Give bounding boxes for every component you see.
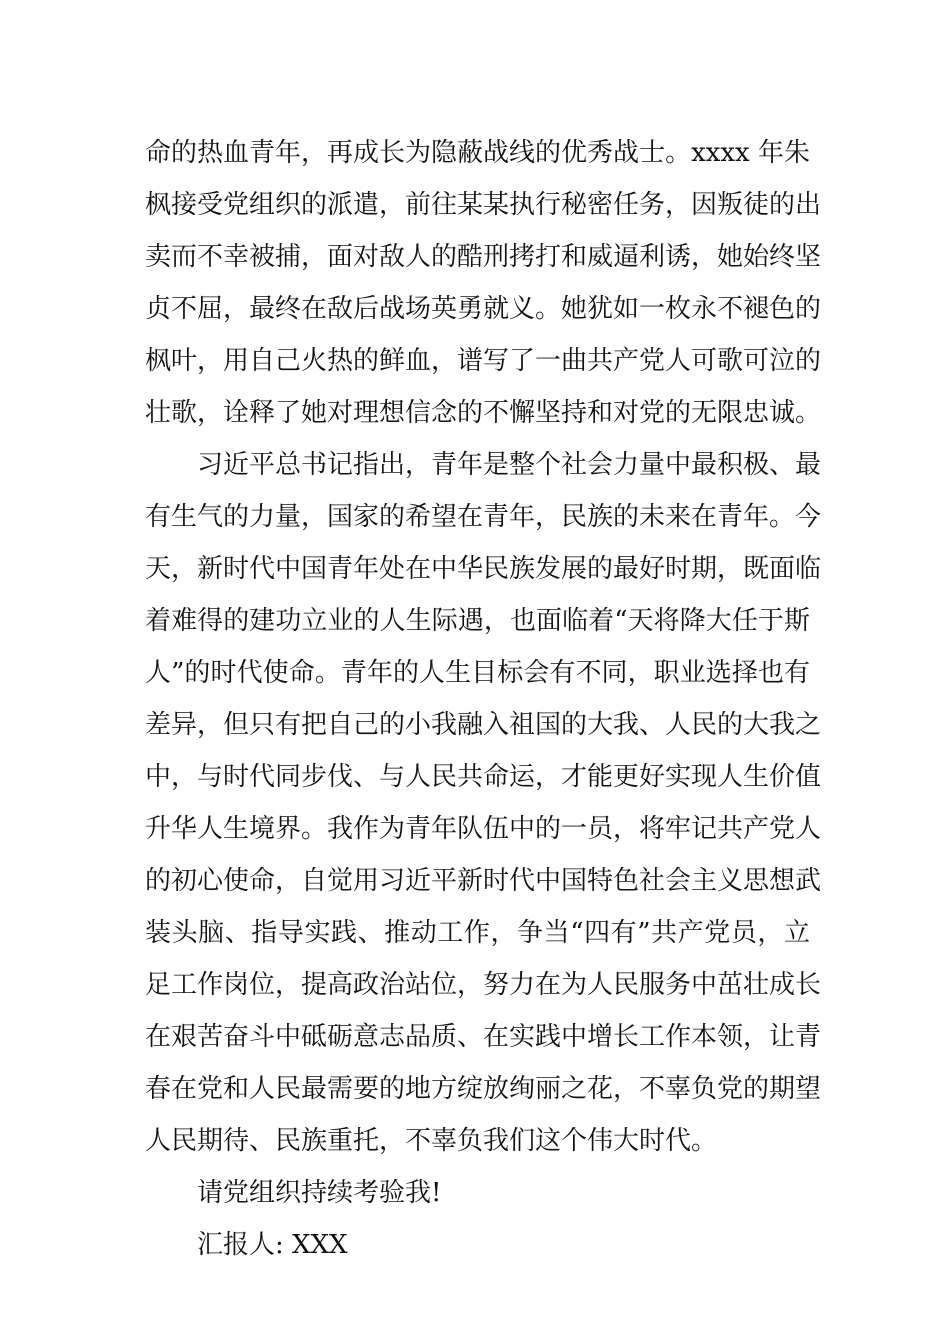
paragraph-2-line-13: 春在党和人民最需要的地方绽放绚丽之花，不辜负党的期望 [145, 1074, 822, 1104]
paragraph-1-line-3: 卖而不幸被捕，面对敌人的酷刑拷打和威逼利诱，她始终坚 [145, 242, 822, 272]
paragraph-2-line-7: 中，与时代同步伐、与人民共命运，才能更好实现人生价值 [145, 762, 822, 792]
paragraph-2-line-4: 着难得的建功立业的人生际遇，也面临着“天将降大任于斯 [145, 606, 810, 636]
paragraph-2-line-10: 装头脑、指导实践、推动工作，争当“四有”共产党员，立 [145, 918, 810, 948]
closing-statement: 请党组织持续考验我! [197, 1178, 442, 1208]
paragraph-2-line-11: 足工作岗位，提高政治站位，努力在为人民服务中茁壮成长 [145, 970, 822, 1000]
paragraph-2-line-6: 差异，但只有把自己的小我融入祖国的大我、人民的大我之 [145, 710, 822, 740]
paragraph-2-line-5: 人”的时代使命。青年的人生目标会有不同，职业选择也有 [145, 658, 810, 688]
paragraph-2-line-2: 有生气的力量，国家的希望在青年，民族的未来在青年。今 [145, 502, 822, 532]
paragraph-1-line-2: 枫接受党组织的派遣，前往某某执行秘密任务，因叛徒的出 [145, 190, 822, 220]
paragraph-1-line-6: 壮歌，诠释了她对理想信念的不懈坚持和对党的无限忠诚。 [145, 398, 822, 428]
paragraph-2-line-1: 习近平总书记指出，青年是整个社会力量中最积极、最 [197, 450, 822, 480]
paragraph-2-line-14: 人民期待、民族重托，不辜负我们这个伟大时代。 [145, 1126, 718, 1156]
paragraph-2-line-12: 在艰苦奋斗中砥砺意志品质、在实践中增长工作本领，让青 [145, 1022, 822, 1052]
paragraph-1-line-1: 命的热血青年，再成长为隐蔽战线的优秀战士。xxxx 年朱 [145, 138, 810, 168]
paragraph-2-line-3: 天，新时代中国青年处在中华民族发展的最好时期，既面临 [145, 554, 822, 584]
paragraph-2-line-9: 的初心使命，自觉用习近平新时代中国特色社会主义思想武 [145, 866, 822, 896]
reporter-signature: 汇报人: XXX [197, 1230, 348, 1260]
paragraph-1-line-4: 贞不屈，最终在敌后战场英勇就义。她犹如一枚永不褪色的 [145, 294, 822, 324]
paragraph-1-line-5: 枫叶，用自己火热的鲜血，谱写了一曲共产党人可歌可泣的 [145, 346, 822, 376]
paragraph-2-line-8: 升华人生境界。我作为青年队伍中的一员，将牢记共产党人 [145, 814, 822, 844]
